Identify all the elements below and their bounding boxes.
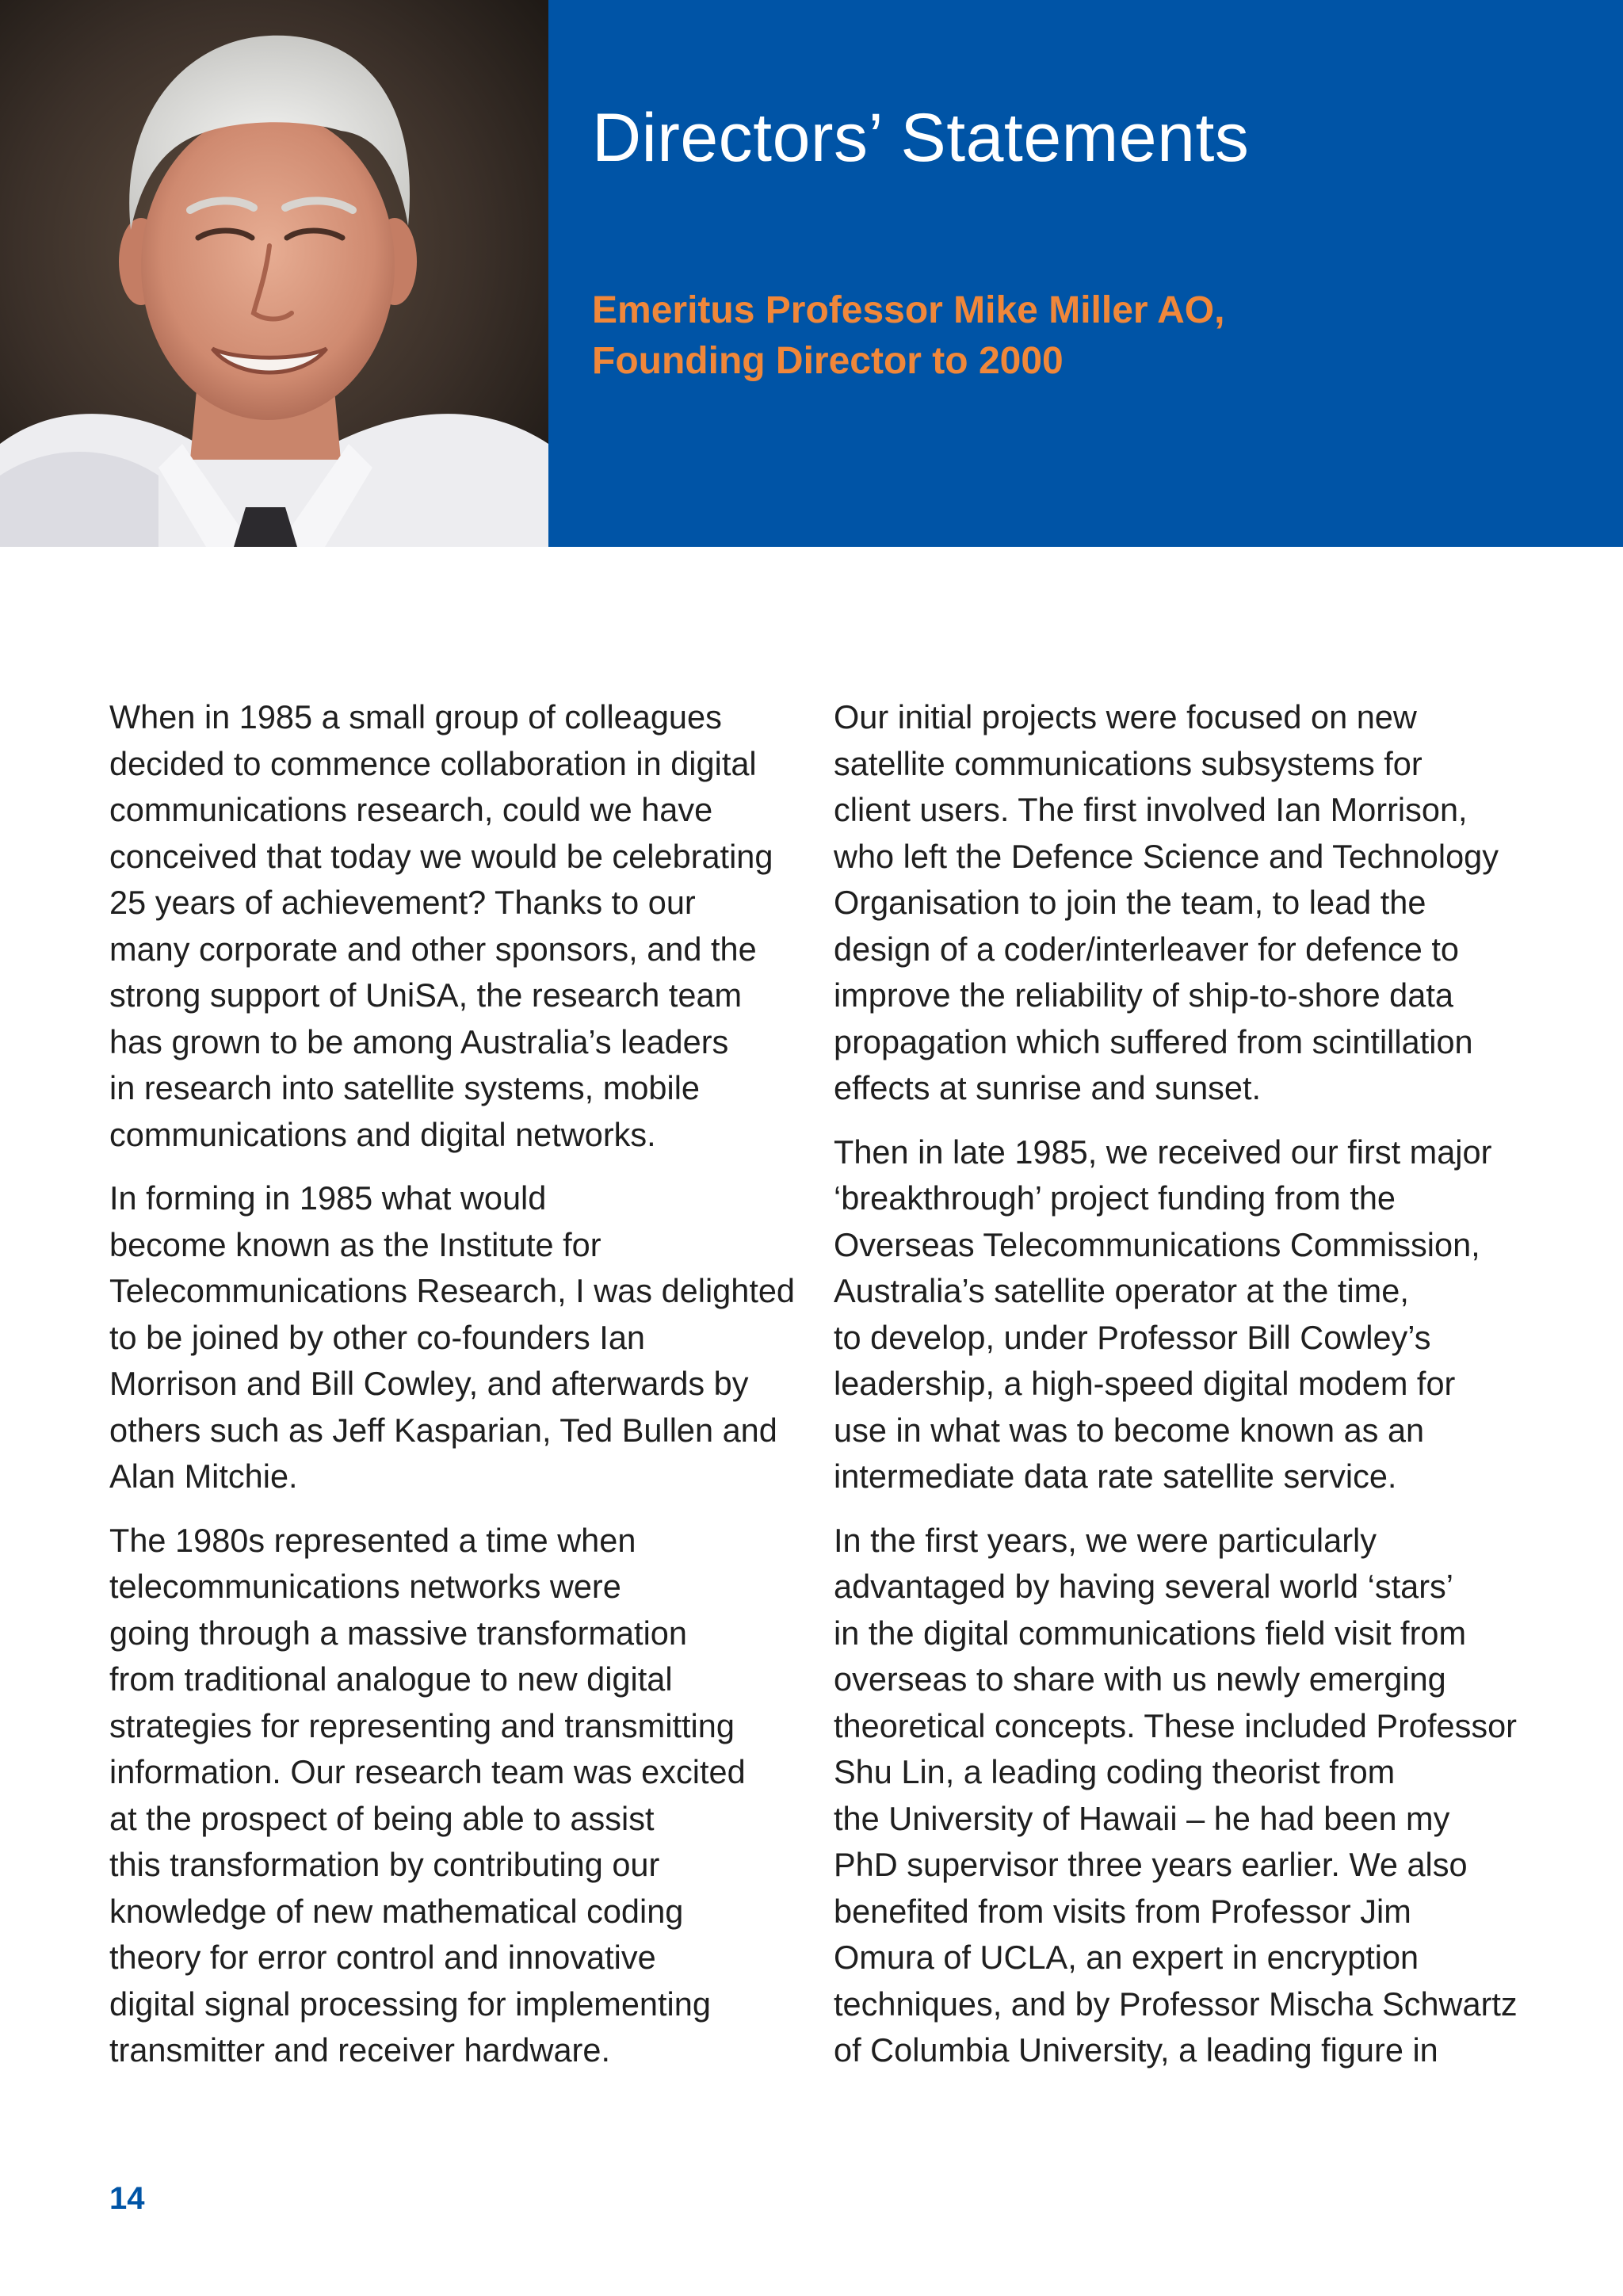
text-line: design of a coder/interleaver for defence to: [834, 930, 1459, 968]
text-line: Omura of UCLA, an expert in encryption: [834, 1939, 1419, 1976]
text-line: PhD supervisor three years earlier. We also: [834, 1846, 1468, 1883]
text-line: telecommunications networks were: [109, 1568, 621, 1605]
header-band: [548, 0, 1623, 547]
text-line: strategies for representing and transmitting: [109, 1706, 735, 1744]
director-name-subtitle: [592, 285, 1224, 387]
text-line: digital signal processing for implementing: [109, 1985, 711, 2023]
text-line: others such as Jeff Kasparian, Ted Bullen and: [109, 1411, 777, 1449]
text-line: leadership, a high-speed digital modem for: [834, 1365, 1456, 1402]
text-line: use in what was to become known as an: [834, 1411, 1425, 1449]
text-line: benefited from visits from Professor Jim: [834, 1892, 1411, 1930]
text-line: The 1980s represented a time when: [109, 1521, 636, 1559]
text-line: satellite communications subsystems for: [834, 744, 1423, 782]
text-line: Organisation to join the team, to lead the: [834, 884, 1426, 921]
text-line: who left the Defence Science and Technology: [834, 837, 1499, 875]
text-line: conceived that today we would be celebrating: [109, 837, 773, 875]
text-line: to be joined by other co-founders Ian: [109, 1318, 645, 1356]
right-column: [834, 694, 1547, 2092]
text-line: advantaged by having several world ‘stars’: [834, 1568, 1454, 1605]
text-line: communications and digital networks.: [109, 1115, 656, 1153]
text-line: intermediate data rate satellite service.: [834, 1457, 1397, 1495]
text-line: Then in late 1985, we received our first major: [834, 1133, 1492, 1171]
subtitle-line: Emeritus Professor Mike Miller AO,: [592, 289, 1225, 331]
text-line: Telecommunications Research, I was delighted: [109, 1272, 796, 1309]
text-line: information. Our research team was excited: [109, 1753, 746, 1790]
text-line: Shu Lin, a leading coding theorist from: [834, 1753, 1396, 1790]
text-line: the University of Hawaii – he had been my: [834, 1799, 1450, 1837]
text-line: When in 1985 a small group of colleagues: [109, 698, 722, 735]
page-number: 14: [109, 2181, 145, 2216]
paragraph: [834, 694, 1547, 1112]
text-line: has grown to be among Australia’s leaders: [109, 1022, 729, 1060]
left-column: [109, 694, 807, 2092]
text-line: decided to commence collaboration in digital: [109, 744, 757, 782]
director-portrait-photo: [0, 0, 548, 547]
portrait-illustration: [0, 0, 548, 547]
paragraph: [834, 1518, 1547, 2074]
text-line: Morrison and Bill Cowley, and afterwards by: [109, 1365, 749, 1402]
text-line: going through a massive transformation: [109, 1614, 687, 1652]
page-title: Directors’ Statements: [592, 100, 1250, 176]
text-line: Overseas Telecommunications Commission,: [834, 1225, 1480, 1263]
text-line: knowledge of new mathematical coding: [109, 1892, 684, 1930]
text-line: strong support of UniSA, the research team: [109, 976, 743, 1014]
text-line: In forming in 1985 what would: [109, 1179, 547, 1217]
text-line: theory for error control and innovative: [109, 1939, 656, 1976]
text-line: Our initial projects were focused on new: [834, 698, 1417, 735]
text-line: effects at sunrise and sunset.: [834, 1069, 1262, 1106]
text-line: propagation which suffered from scintillation: [834, 1022, 1473, 1060]
paragraph: [109, 1518, 807, 2074]
text-line: many corporate and other sponsors, and the: [109, 930, 757, 968]
paragraph: [834, 1129, 1547, 1500]
text-line: ‘breakthrough’ project funding from the: [834, 1179, 1396, 1217]
text-line: at the prospect of being able to assist: [109, 1799, 655, 1837]
paragraph: [109, 694, 807, 1158]
text-line: transmitter and receiver hardware.: [109, 2031, 610, 2069]
text-line: Alan Mitchie.: [109, 1457, 298, 1495]
text-line: Australia’s satellite operator at the time,: [834, 1272, 1409, 1309]
text-line: improve the reliability of ship-to-shore data: [834, 976, 1453, 1014]
text-line: theoretical concepts. These included Professor: [834, 1706, 1517, 1744]
text-line: 25 years of achievement? Thanks to our: [109, 884, 696, 921]
text-line: become known as the Institute for: [109, 1225, 601, 1263]
text-line: in research into satellite systems, mobile: [109, 1069, 700, 1106]
text-line: overseas to share with us newly emerging: [834, 1660, 1446, 1698]
paragraph: [109, 1175, 807, 1500]
text-line: communications research, could we have: [109, 791, 713, 828]
text-line: from traditional analogue to new digital: [109, 1660, 673, 1698]
text-line: to develop, under Professor Bill Cowley’s: [834, 1318, 1431, 1356]
text-line: techniques, and by Professor Mischa Schwartz: [834, 1985, 1518, 2023]
text-line: this transformation by contributing our: [109, 1846, 660, 1883]
subtitle-line: Founding Director to 2000: [592, 340, 1064, 382]
text-line: In the first years, we were particularly: [834, 1521, 1377, 1559]
text-line: client users. The first involved Ian Morrison,: [834, 791, 1468, 828]
text-line: in the digital communications field visit from: [834, 1614, 1467, 1652]
text-line: of Columbia University, a leading figure in: [834, 2031, 1438, 2069]
